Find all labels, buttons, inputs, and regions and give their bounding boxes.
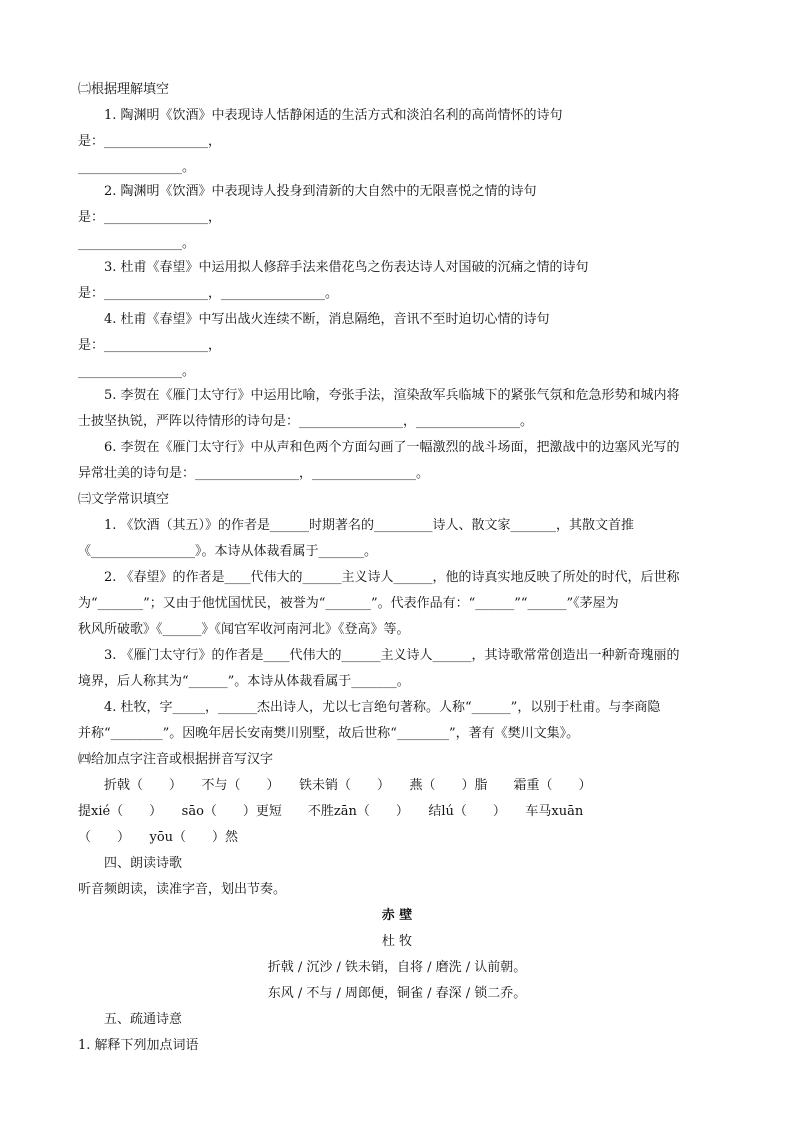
question-2-5-blanks: 士披坚执锐，严阵以待情形的诗句是：________________，________________。 [78, 414, 534, 429]
poem-title: 赤 壁 [381, 908, 413, 923]
question-3-4-line-1: 4. 杜牧，字_____，______杰出诗人，尤以七言绝句著称。人称“______”，以别于杜甫。与李商隐 [104, 700, 661, 715]
question-3-1-line-1: 1. 《饮酒（其五）》的作者是______时期著名的_________诗人、散文家_______，其散文首推 [104, 518, 635, 533]
pronunciation-row-3: （ ） yōu（ ）然 [78, 830, 239, 845]
question-3-4-line-2: 并称“________”。因晚年居长安南樊川别墅，故后世称“________”，著有《樊川文集》。 [78, 726, 580, 741]
section-heading-pronunciation: ㈣给加点字注音或根据拼音写汉字 [78, 752, 274, 767]
question-3-3-line-2: 境界，后人称其为“______”。本诗从体裁看属于_______。 [78, 674, 410, 689]
question-3-2-line-1: 2. 《春望》的作者是____代伟大的______主义诗人______，他的诗真实地反映了所处的时代，后世称 [104, 570, 680, 585]
question-3-3-line-1: 3. 《雁门太守行》的作者是____代伟大的______主义诗人______，其诗歌常常创造出一种新奇瑰丽的 [104, 648, 680, 663]
question-2-1-prompt: 1. 陶渊明《饮酒》中表现诗人恬静闲适的生活方式和淡泊名利的高尚情怀的诗句 [104, 108, 563, 123]
question-3-2-line-2: 为“_______”；又由于他忧国忧民，被誉为“_______”。代表作品有：“______”“______”《茅屋为 [78, 596, 619, 611]
question-2-2-blank-a: 是：________________， [78, 210, 222, 225]
question-2-3-prompt: 3. 杜甫《春望》中运用拟人修辞手法来借花鸟之伤表达诗人对国破的沉痛之情的诗句 [104, 260, 589, 275]
poem-line-1: 折戟 / 沉沙 / 铁未销，自将 / 磨洗 / 认前朝。 [267, 960, 527, 975]
question-2-4-blank-b: ________________。 [78, 364, 196, 379]
question-2-1-blank-a: 是：________________， [78, 134, 222, 149]
question-2-4-prompt: 4. 杜甫《春望》中写出战火连续不断，消息隔绝，音讯不至时迫切心情的诗句 [104, 312, 550, 327]
question-2-4-blank-a: 是：________________， [78, 338, 222, 353]
question-2-3-blanks: 是：________________，________________。 [78, 286, 339, 301]
question-2-5-prompt: 5. 李贺在《雁门太守行》中运用比喻，夸张手法，渲染敌军兵临城下的紧张气氛和危急形势和城内将 [104, 388, 680, 403]
part-heading-poem-meaning: 五、疏通诗意 [104, 1012, 183, 1027]
question-2-6-prompt: 6. 李贺在《雁门太守行》中从声和色两个方面勾画了一幅激烈的战斗场面，把激战中的边塞风光写的 [104, 440, 680, 455]
reading-instruction: 听音频朗读，读准字音，划出节奏。 [78, 882, 287, 897]
question-2-2-prompt: 2. 陶渊明《饮酒》中表现诗人投身到清新的大自然中的无限喜悦之情的诗句 [104, 184, 537, 199]
section-heading-fill-blanks: ㈡根据理解填空 [78, 82, 170, 97]
poem-author: 杜 牧 [381, 934, 413, 949]
question-3-2-line-3: 秋风所破歌》《______》《闻官军收河南河北》《登高》等。 [78, 622, 410, 637]
pronunciation-row-1: 折戟（ ） 不与（ ） 铁未销（ ） 燕（ ）脂 霜重（ ） [104, 778, 592, 793]
question-2-2-blank-b: ________________。 [78, 236, 196, 251]
part-heading-reading: 四、朗读诗歌 [104, 856, 183, 871]
pronunciation-row-2: 提xié（ ） sāo（ ）更短 不胜zān（ ） 结lú（ ） 车马xuān [78, 804, 584, 819]
question-2-6-blanks: 异常壮美的诗句是：________________，________________。 [78, 466, 430, 481]
poem-line-2: 东风 / 不与 / 周郎便，铜雀 / 春深 / 锁二乔。 [267, 986, 527, 1001]
section-heading-literary-knowledge: ㈢文学常识填空 [78, 492, 170, 507]
question-3-1-line-2: 《________________》。本诗从体裁看属于_______。 [78, 544, 378, 559]
question-2-1-blank-b: ________________。 [78, 160, 196, 175]
question-5-1: 1. 解释下列加点词语 [78, 1038, 199, 1053]
